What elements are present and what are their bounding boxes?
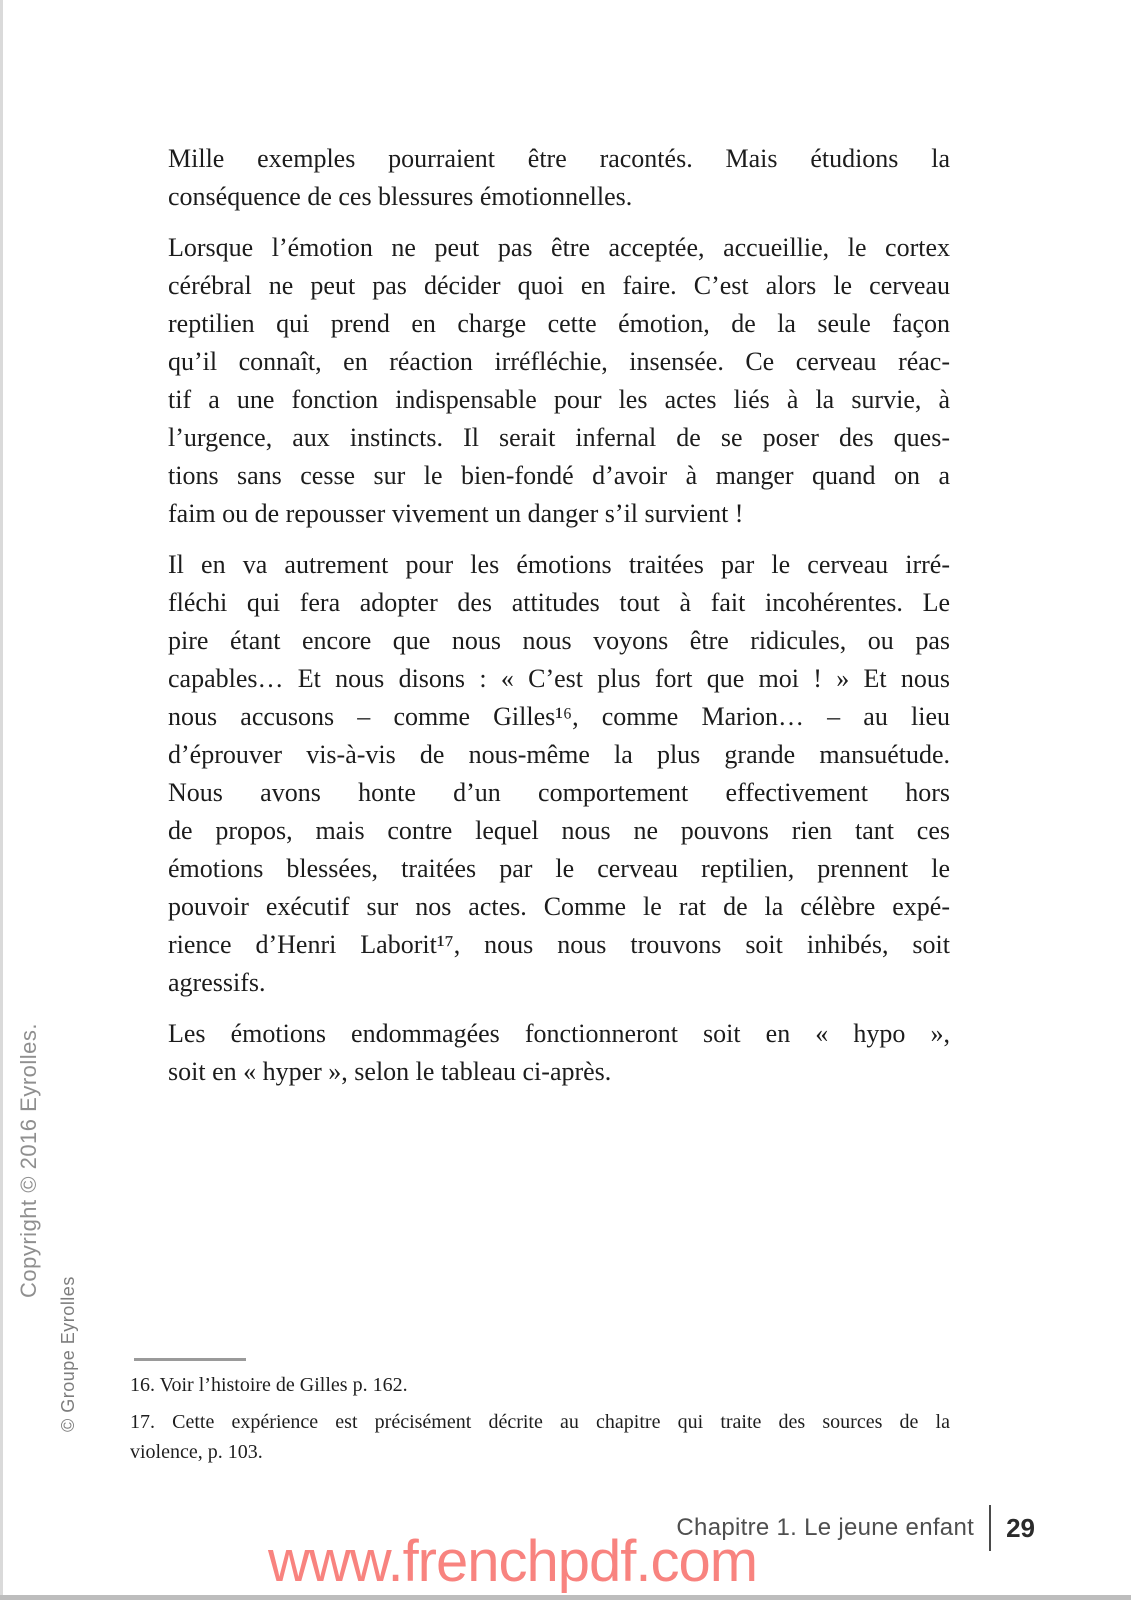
- paragraph: [168, 229, 950, 533]
- text-line: nous accusons – comme Gilles¹⁶, comme Marion… – au lieu: [168, 702, 950, 731]
- text-line: capables… Et nous disons : « C’est plus fort que moi ! » Et nous: [168, 664, 950, 693]
- text-line: qu’il connaît, en réaction irréfléchie, insensée. Ce cerveau réac-: [168, 347, 950, 376]
- text-line: tif a une fonction indispensable pour les actes liés à la survie, à: [168, 385, 950, 414]
- paragraph: [168, 546, 950, 1002]
- text-line: rience d’Henri Laborit¹⁷, nous nous trouvons soit inhibés, soit: [168, 930, 950, 959]
- text-line: fléchi qui fera adopter des attitudes tout à fait incohérentes. Le: [168, 588, 950, 617]
- text-line: agressifs.: [168, 968, 266, 997]
- text-line: d’éprouver vis-à-vis de nous-même la plus grande mansuétude.: [168, 740, 950, 769]
- footer-chapter-label: Chapitre 1. Le jeune enfant: [676, 1514, 975, 1541]
- text-line: Il en va autrement pour les émotions traitées par le cerveau irré-: [168, 550, 950, 579]
- footnotes: [130, 1358, 950, 1474]
- text-line: cérébral ne peut pas décider quoi en faire. C’est alors le cerveau: [168, 271, 950, 300]
- text-line: de propos, mais contre lequel nous ne pouvons rien tant ces: [168, 816, 950, 845]
- text-line: conséquence de ces blessures émotionnelles.: [168, 182, 633, 211]
- footnote: [130, 1407, 950, 1467]
- footer-divider: [989, 1505, 991, 1551]
- footnote-separator: [134, 1358, 246, 1361]
- text-line: Mille exemples pourraient être racontés. Mais étudions la: [168, 144, 950, 173]
- body-text: [168, 140, 950, 1104]
- paragraph: [168, 140, 950, 216]
- margin-copyright-text: Copyright © 2016 Eyrolles.: [16, 1022, 41, 1298]
- paragraph: [168, 1015, 950, 1091]
- text-line: l’urgence, aux instincts. Il serait infernal de se poser des ques-: [168, 423, 950, 452]
- watermark-text: www.frenchpdf.com: [268, 1529, 758, 1594]
- text-line: faim ou de repousser vivement un danger s’il survient !: [168, 499, 744, 528]
- text-line: pire étant encore que nous nous voyons être ridicules, ou pas: [168, 626, 950, 655]
- text-line: émotions blessées, traitées par le cerveau reptilien, prennent le: [168, 854, 950, 883]
- text-line: reptilien qui prend en charge cette émotion, de la seule façon: [168, 309, 950, 338]
- margin-publisher-text: © Groupe Eyrolles: [58, 1276, 78, 1432]
- text-line: violence, p. 103.: [130, 1441, 263, 1463]
- text-line: Lorsque l’émotion ne peut pas être acceptée, accueillie, le cortex: [168, 233, 950, 262]
- text-line: pouvoir exécutif sur nos actes. Comme le rat de la célèbre expé-: [168, 892, 950, 921]
- page-left-edge-line: [0, 0, 3, 1600]
- footer-page-number: 29: [1006, 1512, 1035, 1543]
- text-line: 17. Cette expérience est précisément décrite au chapitre qui traite des sources de la: [130, 1411, 950, 1433]
- text-line: tions sans cesse sur le bien-fondé d’avoir à manger quand on a: [168, 461, 950, 490]
- text-line: Les émotions endommagées fonctionneront soit en « hypo »,: [168, 1019, 950, 1048]
- text-line: 16. Voir l’histoire de Gilles p. 162.: [130, 1374, 408, 1396]
- page-bottom-edge-bar: [0, 1595, 1131, 1600]
- text-line: soit en « hyper », selon le tableau ci-après.: [168, 1057, 612, 1086]
- footnote: [130, 1370, 950, 1400]
- text-line: Nous avons honte d’un comportement effectivement hors: [168, 778, 950, 807]
